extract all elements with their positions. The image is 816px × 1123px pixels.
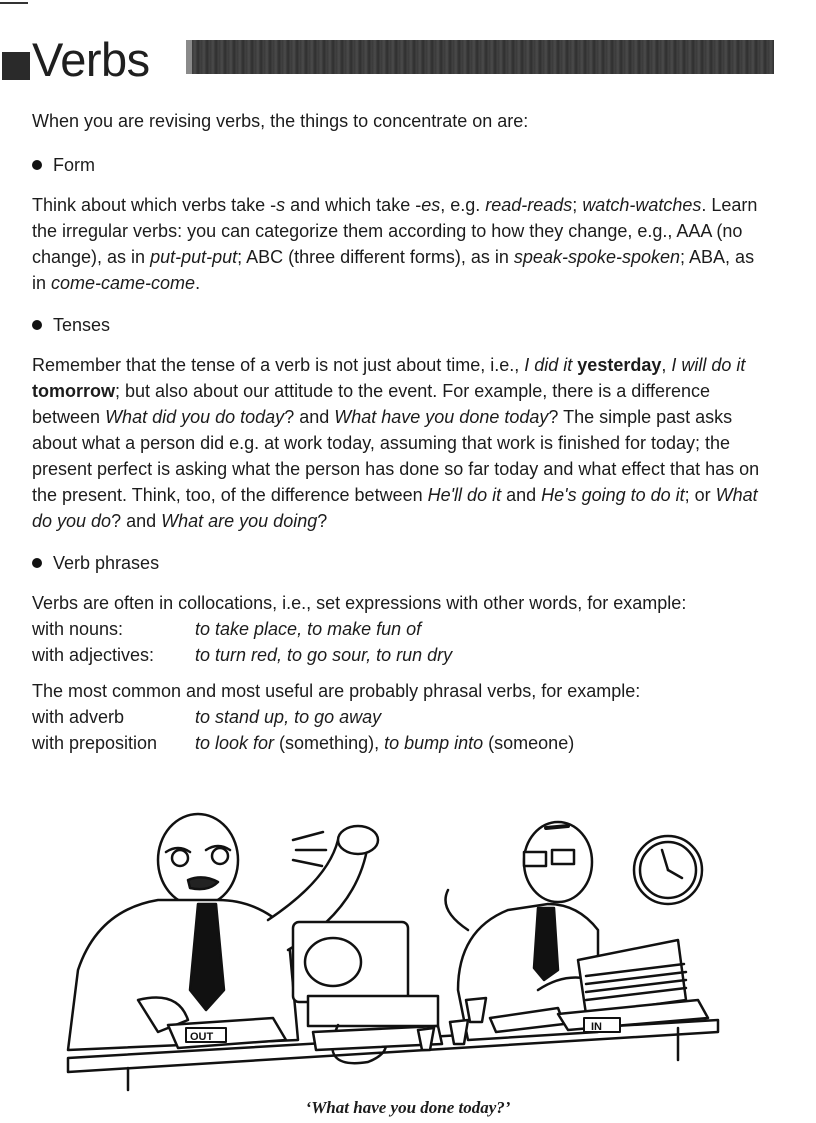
phrasal-verbs-lead: The most common and most useful are probably phrasal verbs, for example: — [32, 681, 641, 701]
in-tray-label: IN — [591, 1021, 602, 1033]
bullet-form-label: Form — [53, 155, 95, 175]
bullet-verb-phrases — [32, 550, 762, 576]
bullet-dot-icon — [32, 320, 42, 330]
phrasal-row-preposition: with preposition to look for (something), to bump into (someone) — [32, 733, 575, 753]
bullet-tenses-label: Tenses — [53, 315, 111, 335]
corner-mark — [0, 2, 28, 4]
bullet-dot-icon — [32, 160, 42, 170]
page-title: Verbs — [32, 33, 150, 86]
bullet-form — [32, 152, 762, 178]
title-row — [0, 34, 816, 86]
bullet-tenses — [32, 312, 762, 338]
tenses-paragraph: Remember that the tense of a verb is not just about time, i.e., I did it yesterday, I will do it tomorrow; but also about our attitude to the event. For example, there is a difference between What did you do today? and What have you done today? The simple past asks about what a person did e.g. at work today, assuming that work is finished for today; the present perfect is asking what the person has done so far today and what effect that has on the present. Think, too, of the difference between He'll do it and He's going to do it; or What do you do? and What are you doing? — [32, 355, 760, 531]
out-tray-label: OUT — [190, 1031, 214, 1043]
form-paragraph: Think about which verbs take -s and which take -es, e.g. read-reads; watch-watches. Learn the irregular verbs: you can categorize them according to how they change, e.g., AAA (no change), as in put-put-put; ABC (three different forms), as in speak-spoke-spoken; ABA, as in come-came-come. — [32, 195, 758, 293]
collocations-lead: Verbs are often in collocations, i.e., set expressions with other words, for example: — [32, 593, 687, 613]
title-bar-decoration — [186, 40, 774, 74]
intro-text: When you are revising verbs, the things to concentrate on are: — [32, 111, 529, 131]
bullet-dot-icon — [32, 558, 42, 568]
cartoon-illustration — [38, 800, 778, 1100]
title-square-decoration — [2, 52, 30, 80]
cartoon-caption: ‘What have you done today?’ — [305, 1098, 511, 1117]
content — [32, 108, 762, 756]
bullet-verb-phrases-label: Verb phrases — [53, 553, 160, 573]
clock-icon — [634, 836, 702, 904]
collocation-row-nouns: with nouns: to take place, to make fun of — [32, 619, 422, 639]
collocation-row-adjectives: with adjectives: to turn red, to go sour, to run dry — [32, 645, 453, 665]
phrasal-row-adverb: with adverb to stand up, to go away — [32, 707, 382, 727]
